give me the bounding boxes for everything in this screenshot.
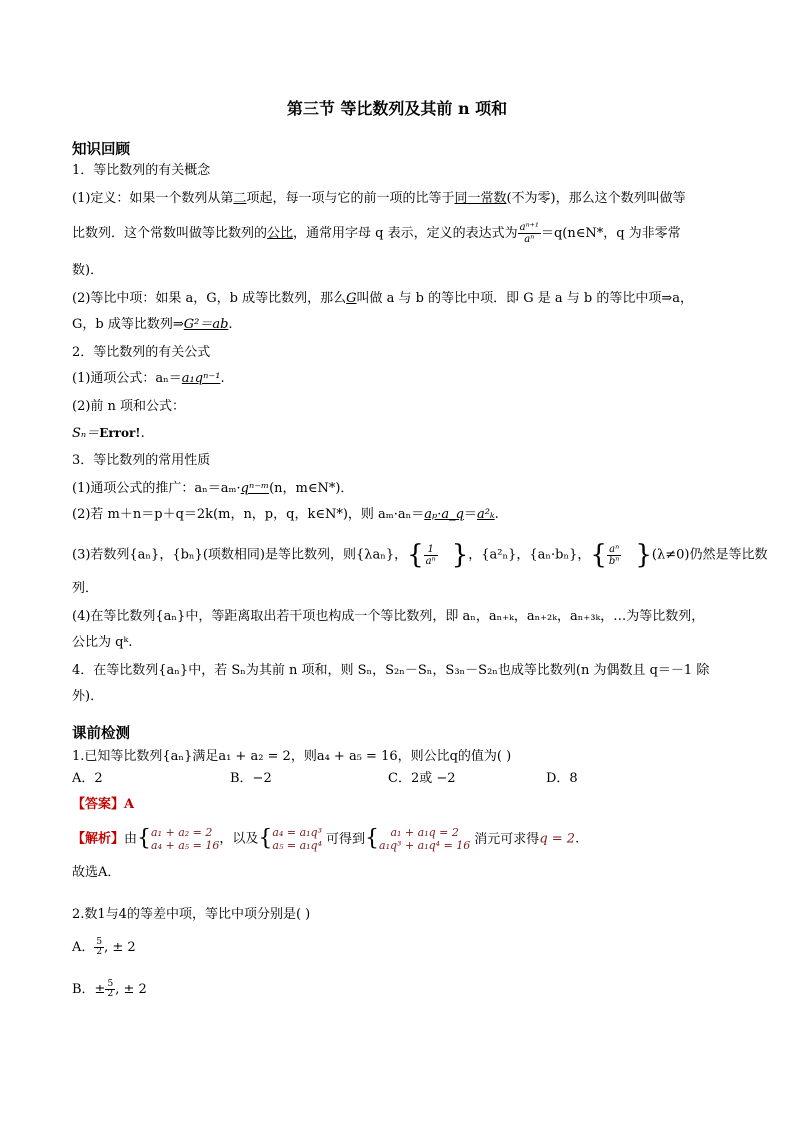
text: 叫做 a 与 b 的等比中项．即 G 是 a 与 b 的等比中项⇒a，	[356, 291, 694, 306]
q1-stem: 1.已知等比数列{aₙ}满足a₁ + a₂ = 2，则a₄ + a₅ = 16，则公比q的值为( )	[72, 749, 512, 764]
p4-line2: 外)．	[72, 689, 104, 704]
blank-answer: a²ₖ	[476, 507, 495, 522]
left-brace-icon: {	[365, 826, 380, 851]
fraction-denominator: 2	[96, 947, 103, 957]
q1-option-b: B．−2	[230, 771, 272, 786]
p1-definition-line1	[72, 190, 686, 208]
text: ，以及	[219, 831, 259, 847]
right-brace-icon: }	[451, 540, 469, 570]
p1-geometric-mean-line2	[72, 316, 233, 334]
text: , ± 2	[104, 940, 136, 955]
text: Sₙ＝	[72, 426, 100, 441]
p1-heading: 1．等比数列的有关概念	[72, 163, 211, 178]
fraction-numerator: 1	[424, 544, 438, 556]
p3-property-4-line2: 公比为 qᵏ.	[72, 635, 133, 650]
text: 可得到	[326, 831, 366, 847]
equation-system-1	[151, 826, 219, 852]
left-brace-icon: {	[407, 540, 424, 570]
left-brace-icon: {	[137, 826, 152, 851]
equation: a₁q³ + a₁q⁴ = 16	[379, 839, 471, 852]
left-brace-icon: {	[258, 826, 273, 851]
answer-value: A	[124, 797, 135, 812]
q2-option-a	[72, 938, 136, 957]
text: ，{a²ₙ}，{aₙ·bₙ}，	[468, 547, 591, 563]
blank-answer: a₁qⁿ⁻¹	[181, 371, 221, 386]
p3-property-4-line1: (4)在等比数列{aₙ}中，等距离取出若干项也构成一个等比数列，即 aₙ，aₙ₊ₖ，aₙ₊₂ₖ，aₙ₊₃ₖ，…为等比数列，	[72, 609, 705, 624]
text: (2)等比中项：如果 a，G，b 成等比数列，那么	[72, 291, 347, 306]
blank-answer: aₚ·a_q	[424, 507, 464, 522]
option-label: A．	[72, 940, 95, 955]
q1-conclusion: 故选A．	[72, 865, 121, 880]
text: 项起，每一项与它的前一项的比等于	[246, 191, 455, 206]
p4-line1: 4．在等比数列{aₙ}中，若 Sₙ为其前 n 项和，则 Sₙ，S₂ₙ－Sₙ，S₃ₙ－S₂ₙ也成等比数列(n 为偶数且 q＝－1 除	[72, 663, 710, 678]
p1-geometric-mean-line1	[72, 290, 693, 308]
ratio-fraction	[518, 222, 541, 245]
equation: a₄ + a₅ = 16	[151, 839, 220, 852]
p2-general-term	[72, 370, 225, 388]
q1-option-d: D．8	[546, 771, 578, 786]
q2-option-b	[72, 980, 147, 999]
text: (λ≠0)仍然是等比数	[651, 547, 768, 563]
p3-property-3-line2: 列．	[72, 581, 99, 596]
fraction-numerator: aⁿ	[607, 544, 621, 556]
equation: a₁ + a₁q = 2	[390, 826, 459, 839]
right-brace-icon: }	[635, 540, 652, 570]
analysis-tag: 【解析】	[72, 831, 125, 847]
text: 由	[124, 831, 138, 847]
fraction-numerator: 5	[96, 937, 103, 947]
q1-options	[72, 770, 704, 788]
equation-system-3	[379, 826, 470, 852]
text: .	[494, 507, 499, 522]
text: .	[220, 371, 225, 386]
text: ＝q(n∈N*，q 为非零常	[540, 226, 681, 241]
p3-property-1	[72, 480, 353, 498]
text: (不为零)，那么这个数列叫做等	[506, 191, 686, 206]
blank-answer: 同一常数	[454, 191, 507, 206]
p2-sum-formula: (2)前 n 项和公式：	[72, 399, 186, 414]
text: 消元可求得	[474, 831, 540, 847]
fraction	[94, 938, 104, 957]
q1-option-a: A．2	[72, 771, 103, 786]
fraction-numerator: aⁿ⁺¹	[519, 222, 539, 233]
text: .	[140, 426, 145, 441]
equation: a₄ = a₁q³	[272, 826, 323, 839]
text: (1)通项公式的推广：aₙ＝aₘ·	[72, 481, 241, 496]
p3-property-2	[72, 506, 499, 524]
quotient-fraction	[607, 544, 621, 567]
blank-answer: G	[346, 291, 357, 306]
option-label: B．±	[72, 982, 106, 997]
text: (1)定义：如果一个数列从第	[72, 191, 234, 206]
q2-stem: 2.数1与4的等差中项，等比中项分别是( )	[72, 907, 311, 922]
equation-system-2	[272, 826, 322, 852]
fraction-denominator: 2	[107, 989, 114, 999]
text: .	[228, 317, 233, 332]
q1-answer	[72, 796, 134, 814]
fraction-denominator: aⁿ	[524, 234, 535, 245]
q1-analysis	[72, 826, 579, 852]
reciprocal-fraction	[424, 544, 438, 567]
fraction	[105, 980, 115, 999]
text: (1)通项公式：aₙ＝	[72, 371, 182, 386]
p3-property-3-line1	[72, 542, 767, 568]
left-brace-icon: {	[590, 540, 607, 570]
blank-answer: qⁿ⁻ᵐ	[240, 481, 270, 496]
blank-answer: 公比	[267, 226, 294, 241]
fraction-denominator: bⁿ	[608, 555, 620, 567]
p1-definition-line2	[72, 222, 681, 245]
blank-answer: G²＝ab	[183, 317, 229, 332]
text: , ± 2	[115, 982, 147, 997]
text: (n，m∈N*)．	[269, 481, 354, 496]
equation: a₁ + a₂ = 2	[151, 826, 213, 839]
text: G，b 成等比数列⇒	[72, 317, 184, 332]
text: (3)若数列{aₙ}，{bₙ}(项数相同)是等比数列，则{λaₙ}，	[72, 547, 408, 563]
text: .	[575, 831, 580, 847]
answer-tag: 【答案】	[72, 797, 125, 812]
p2-sum-error	[72, 424, 145, 443]
text: (2)若 m＋n＝p＋q＝2k(m，n，p，q，k∈N*)，则 aₘ·aₙ＝	[72, 507, 425, 522]
text: ，通常用字母 q 表示，定义的表达式为	[293, 226, 518, 241]
text: ＝	[463, 507, 477, 522]
blank-answer: 二	[233, 191, 247, 206]
fraction-denominator: aⁿ	[425, 555, 436, 567]
text: 比数列．这个常数叫做等比数列的	[72, 226, 268, 241]
section-heading-review: 知识回顾	[72, 141, 130, 158]
p1-definition-line3: 数)．	[72, 263, 104, 278]
equation: a₅ = a₁q⁴	[272, 839, 323, 852]
p2-heading: 2．等比数列的有关公式	[72, 345, 211, 360]
page-title: 第三节 等比数列及其前 n 项和	[286, 99, 508, 118]
result-equation: q = 2	[539, 831, 576, 847]
error-text: Error!	[99, 426, 141, 440]
section-heading-check: 课前检测	[72, 725, 130, 742]
p3-heading: 3．等比数列的常用性质	[72, 453, 211, 468]
fraction-numerator: 5	[107, 979, 114, 989]
q1-option-c: C．2或 −2	[388, 771, 456, 786]
